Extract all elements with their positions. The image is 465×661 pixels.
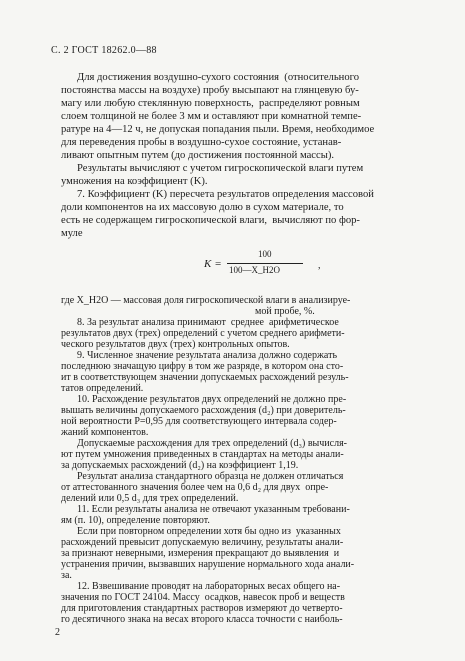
text-line: ям (п. 10), определение повторяют.: [61, 515, 210, 526]
text-line: за признают неверными, измерения прекращают до выявления и: [61, 548, 340, 559]
text-line: Допускаемые расхождения для трех определений (d₃) вычисля-: [77, 438, 348, 449]
text-line: умножения на коэффициент (K).: [61, 176, 208, 187]
text-line: мой пробе, %.: [255, 306, 315, 317]
formula-trail: ,: [318, 260, 321, 271]
text-line: 8. За результат анализа принимают среднее арифметическое: [77, 317, 339, 328]
formula-lhs: K: [204, 258, 212, 270]
text-line: постоянства массы на воздухе) пробу высыпают на глянцевую бу-: [61, 85, 359, 96]
text-line: ческого результатов двух (трех) контрольных опытов.: [61, 339, 290, 350]
text-line: 11. Если результаты анализа не отвечают указанным требовани-: [77, 504, 350, 515]
page-header: С. 2 ГОСТ 18262.0—88: [51, 45, 157, 56]
text-line: устранения причин, вызвавших нарушение нормального хода анали-: [61, 559, 355, 570]
text-line: ют путем умножения приведенных в стандартах на методы анали-: [61, 449, 344, 460]
text-line: магу или любую стеклянную поверхность, распределяют ровным: [61, 98, 360, 109]
formula: [0, 250, 465, 290]
formula-numerator: 100: [258, 249, 272, 259]
formula-equals: =: [215, 258, 222, 270]
text-line: го десятичного знака на весах второго класса точности с наиболь-: [61, 614, 343, 625]
text-line: жаний компонентов.: [61, 427, 149, 438]
text-line: 12. Взвешивание проводят на лабораторных весах общего на-: [77, 581, 341, 592]
text-line: вышать величины допускаемого расхождения (d₂) при доверитель-: [61, 405, 346, 416]
text-line: Результаты вычисляют с учетом гигроскопической влаги путем: [77, 163, 364, 174]
page-number: 2: [55, 627, 60, 638]
text-line: ратуре на 4—12 ч, не допуская попадания пыли. Время, необходимое: [61, 124, 375, 135]
text-line: Для достижения воздушно-сухого состояния (относительного: [77, 72, 360, 83]
text-line: Если при повторном определении хотя бы одно из указанных: [77, 526, 341, 537]
text-line: ливают опытным путем (до достижения постоянной массы).: [61, 150, 335, 161]
text-line: ной вероятности P=0,95 для соответствующего интервала содер-: [61, 416, 337, 427]
text-line: муле: [61, 228, 83, 239]
text-line: за.: [61, 570, 72, 581]
text-line: от аттестованного значения более чем на 0,6 d₂ для двух опре-: [61, 482, 329, 493]
text-line: последнюю значащую цифру в том же разряде, в котором она сто-: [61, 361, 344, 372]
text-line: значения по ГОСТ 24104. Массу осадков, навесок проб и веществ: [61, 592, 345, 603]
text-line: слоем толщиной не более 3 мм и оставляют при комнатной темпе-: [61, 111, 362, 122]
text-line: 9. Численное значение результата анализа должно содержать: [77, 350, 338, 361]
text-line: ит в соответствующем значении допускаемых расхождений резуль-: [61, 372, 349, 383]
text-line: доли компонентов на их массовую долю в сухом материале, то: [61, 202, 344, 213]
text-line: делений или 0,5 d₃ для трех определений.: [61, 493, 239, 504]
text-line: где X_H2O — массовая доля гигроскопической влаги в анализируе-: [61, 295, 351, 306]
formula-denominator: 100—X_H2O: [229, 265, 280, 275]
text-line: за допускаемых расхождений (d₂) на коэффициент 1,19.: [61, 460, 299, 471]
text-line: результатов двух (трех) определений с учетом среднего арифмети-: [61, 328, 345, 339]
text-line: 7. Коэффициент (K) пересчета результатов определения массовой: [77, 189, 374, 200]
text-line: есть не содержащем гигроскопической влаги, вычисляют по фор-: [61, 215, 360, 226]
text-line: для переведения пробы в воздушно-сухое состояние, устанав-: [61, 137, 342, 148]
text-line: татов определений.: [61, 383, 144, 394]
text-line: расхождений превысит допускаемую величину, результаты анали-: [61, 537, 344, 548]
text-line: для приготовления стандартных растворов измеряют до четверто-: [61, 603, 343, 614]
fraction-bar: [227, 263, 303, 264]
text-line: 10. Расхождение результатов двух определений не должно пре-: [77, 394, 347, 405]
text-line: Результат анализа стандартного образца не должен отличаться: [77, 471, 344, 482]
